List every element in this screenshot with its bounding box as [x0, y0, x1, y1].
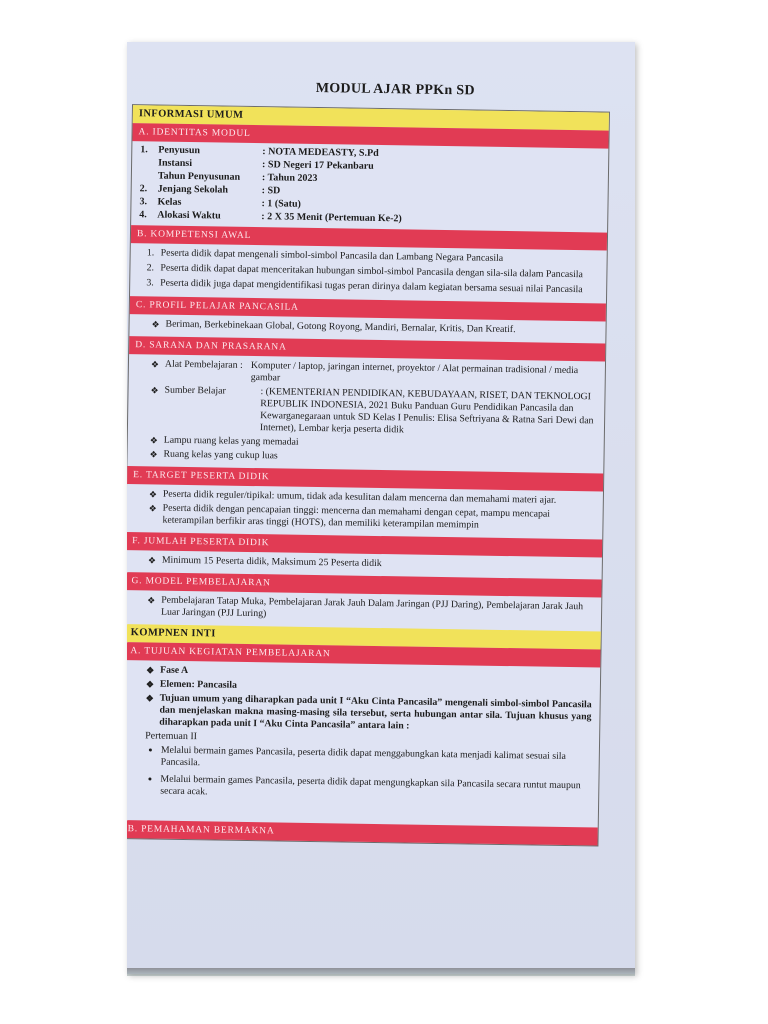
jumlah-heading: F. JUMLAH PESERTA DIDIK [127, 532, 602, 557]
id-label: Jenjang Sekolah [157, 183, 229, 196]
list-item: ❖ Tujuan umum yang diharapkan pada unit I “Aku Cinta Pancasila” mengenali simbol-simbol Pancasila dan menjelaskan makna masing-masing sila tersebut, serta hubungan antar sila. Tujuan khusus yang diharapkan pada unit I “Aku Cinta Pancasila” antara lain : [145, 692, 592, 732]
id-label: Alokasi Waktu [157, 209, 221, 222]
list-item: ❖ Minimum 15 Peserta didik, Maksimum 25 Peserta didik [147, 554, 382, 570]
alat-label: Alat Pembelajaran : [164, 358, 243, 371]
id-no [140, 170, 158, 182]
module-box [127, 104, 610, 846]
id-value: : Tahun 2023 [261, 172, 318, 185]
diamond-bullet-icon: ❖ [147, 555, 157, 566]
id-label: Penyusun [158, 144, 201, 157]
list-item [150, 384, 597, 439]
model-heading: G. MODEL PEMBELAJARAN [127, 572, 602, 597]
diamond-bullet-icon: ❖ [145, 693, 154, 704]
id-value: : NOTA MEDEASTY, S.Pd [262, 146, 379, 159]
diamond-bullet-icon: ❖ [148, 489, 158, 500]
document-content [127, 42, 635, 847]
diamond-bullet-icon: ❖ [150, 359, 160, 370]
diamond-bullet-icon: ❖ [149, 449, 158, 460]
list-item: ❖ Peserta didik reguler/tipikal: umum, tidak ada kesulitan dalam mencerna dan memahami materi ajar. [148, 488, 557, 506]
id-no: 3. [139, 196, 148, 208]
id-label: Kelas [157, 196, 182, 208]
diamond-bullet-icon: ❖ [148, 503, 157, 514]
list-item: ❖ Peserta didik dengan pencapaian tinggi: mencerna dan memahami dengan cepat, mampu mencapai keterampilan berfikir aras tinggi (HOTS), dan memiliki keterampilan memimpin [148, 502, 551, 531]
list-item: ❖ Fase A [146, 664, 189, 677]
diamond-bullet-icon: ❖ [147, 595, 156, 606]
kompetensi-heading: B. KOMPETENSI AWAL [131, 225, 607, 250]
diamond-bullet-icon: ❖ [145, 679, 155, 690]
list-item: • Melalui bermain games Pancasila, peserta didik dapat mengungkapkan sila Pancasila secara runtut maupun secara acak. [160, 774, 590, 805]
list-item: ❖ Pembelajaran Tatap Muka, Pembelajaran Jarak Jauh Dalam Jaringan (PJJ Daring), Pembelajaran Jarak Jauh Luar Jaringan (PJJ Luring) [147, 594, 584, 620]
id-value: : SD [261, 185, 281, 197]
target-heading: E. TARGET PESERTA DIDIK [127, 466, 603, 491]
identitas-section [131, 141, 608, 232]
alat-value: Komputer / laptop, jaringan internet, proyektor / Alat permainan tradisional / media gambar [250, 359, 579, 384]
page-title: MODUL AJAR PPKn SD [315, 80, 475, 99]
komponen-inti-header: KOMPNEN INTI [127, 624, 601, 649]
diamond-bullet-icon: ❖ [146, 665, 155, 676]
diamond-bullet-icon: ❖ [150, 385, 159, 396]
profil-heading: C. PROFIL PELAJAR PANCASILA [130, 296, 606, 321]
sarana-section [127, 354, 605, 473]
kompetensi-section [130, 243, 607, 303]
id-no: 1. [140, 144, 148, 156]
page-edge-shadow [127, 968, 635, 976]
informasi-umum-header: INFORMASI UMUM [133, 105, 609, 130]
id-no: 4. [139, 209, 147, 221]
identitas-heading: A. IDENTITAS MODUL [132, 123, 608, 148]
list-item: 3. Peserta didik juga dapat mengidentifikasi tugas peran dirinya dalam kegiatan bersama sesuai nilai Pancasila [156, 277, 598, 296]
list-item: • Melalui bermain games Pancasila, peserta didik dapat menggabungkan kata menjadi kalimat sesuai sila Pancasila. [161, 745, 591, 776]
id-label: Tahun Penyusunan [157, 170, 241, 183]
tujuan-section [127, 660, 600, 827]
sumber-label: Sumber Belajar [164, 384, 226, 397]
id-value: : SD Negeri 17 Pekanbaru [262, 159, 374, 172]
list-item: ❖ Ruang kelas yang cukup luas [149, 448, 278, 462]
list-item: 2. Peserta didik dapat dapat menceritakan hubungan simbol-simbol Pancasila dengan sila-sila dalam Pancasila [156, 262, 598, 281]
diamond-bullet-icon: ❖ [149, 435, 158, 446]
sarana-heading: D. SARANA DAN PRASARANA [129, 336, 605, 361]
id-no [140, 157, 158, 169]
diamond-bullet-icon: ❖ [151, 319, 160, 330]
id-label: Instansi [158, 157, 193, 170]
list-item: 1. Peserta didik dapat mengenali simbol-simbol Pancasila dan Lambang Negara Pancasila [157, 247, 599, 266]
id-value: : 2 X 35 Menit (Pertemuan Ke-2) [261, 211, 402, 225]
target-section [127, 484, 603, 539]
document-page [127, 42, 635, 974]
pemahaman-heading: B. PEMAHAMAN BERMAKNA [127, 820, 598, 845]
id-value: : 1 (Satu) [261, 198, 302, 210]
id-no: 2. [139, 183, 148, 195]
identitas-grid [139, 144, 600, 228]
list-item: ❖ Beriman, Berkebinekaan Global, Gotong Royong, Mandiri, Bernalar, Kritis, Dan Kreatif. [151, 318, 516, 336]
list-item: ❖ Elemen: Pancasila [145, 678, 238, 691]
pertemuan-label: Pertemuan II [145, 730, 198, 743]
sumber-value: : (KEMENTERIAN PENDIDIKAN, KEBUDAYAAN, RISET, DAN TEKNOLOGI REPUBLIK INDONESIA, 2021 Buku Panduan Guru Pendidikan Pancasila dan Kewarganegaraan untuk SD Kelas I Penulis: Elisa Seftriyana & Ratna Sari Dewi dan Internet), Lembar kerja peserta didik [259, 386, 594, 436]
tujuan-heading: A. TUJUAN KEGIATAN PEMBELAJARAN [127, 642, 601, 667]
list-item: ❖ Lampu ruang kelas yang memadai [149, 434, 299, 448]
